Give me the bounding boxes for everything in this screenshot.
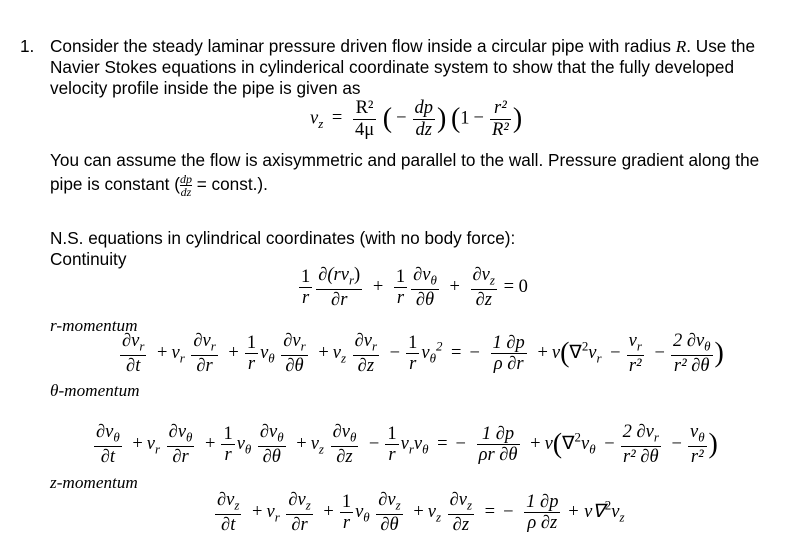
assumption-line-1: You can assume the flow is axisymmetric and parallel to the wall. Pressure gradient along the xyxy=(50,150,760,170)
intro-line-1 xyxy=(50,35,755,58)
continuity-label: Continuity xyxy=(50,249,127,269)
theta-momentum-equation: $\frac{\partial v_\theta}{\partial t}$ + $v_r$ $\frac{\partial v_\theta}{\partial r}$ + $\frac{1}{r}$ $v_\theta$ $\frac{\partial v_\theta}{\partial\theta}$ + $v_z$ $\frac{\partial v_\theta}{\partial z}$ − $\frac{1}{r}$ $v_rv_\theta$ = − $\frac{1 \partial p}{\rho r \partial\theta}$ + $\nu(\nabla^2v_\theta$ − $\frac{2 \partial v_r}{\text{r² ∂θ}}$ − $\frac{v_\theta}{\text{r²}}$ ) xyxy=(96,422,718,467)
theta-momentum-label: θ-momentum xyxy=(50,381,140,400)
intro-line-1-end: . Use the xyxy=(686,36,756,56)
z-momentum-equation: $\frac{\partial v_z}{\partial t}$ + $v_r$ $\frac{\partial v_z}{\partial r}$ + $\frac{1}{r}$ $v_\theta$ $\frac{\partial v_z}{\partial\theta}$ + $v_z$ $\frac{\partial v_z}{\partial z}$ = − $\frac{1 \partial p}{\rho \partial z}$ + $\nu\nabla^2v_z$ xyxy=(217,490,625,535)
r-momentum-equation: $\frac{\partial v_r}{\partial t}$ + $v_r$ $\frac{\partial v_r}{\partial r}$ + $\frac{1}{r}$ $v_\theta$ $\frac{\partial v_r}{\partial\theta}$ + $v_z$ $\frac{\partial v_r}{\partial z}$ − $\frac{1}{r}$ $v_\theta^2$ = − $\frac{1 \partial p}{\rho \partial r}$ + $\nu(\nabla^2v_r$ − $\frac{v_r}{\text{r²}}$ − $\frac{2 \partial v_\theta}{\text{r² ∂θ}}$ ) xyxy=(122,331,724,376)
continuity-equation: $\frac{1}{r}$ $\frac{\partial(rv_r)}{\partial r}$ + $\frac{1}{r}$ $\frac{\partial v_\theta}{\partial\theta}$ + $\frac{\partial v_z}{\partial z}$ = 0 xyxy=(301,265,528,310)
z-momentum-label: z-momentum xyxy=(50,473,138,492)
r-momentum-label: r-momentum xyxy=(50,316,138,335)
intro-line-1-text: Consider the steady laminar pressure driven flow inside a circular pipe with radius xyxy=(50,36,676,56)
ns-section-title: N.S. equations in cylindrical coordinates (with no body force): xyxy=(50,228,516,248)
radius-symbol: R xyxy=(675,37,687,56)
inline-gradient-fraction: $\frac{dp}{dz}$ xyxy=(179,172,192,199)
intro-line-3: velocity profile inside the pipe is given as xyxy=(50,78,361,98)
assumption-line-2: pipe is constant ( $\frac{dp}{dz}$ = const.). xyxy=(50,172,268,199)
velocity-profile-equation: $v_z$ = $\frac{\text{R²}}{4\mu}$ ( − $\frac{dp}{dz}$ ) (1 − $\frac{\text{r²}}{\text{R²}}$ ) xyxy=(310,98,523,140)
intro-line-2: Navier Stokes equations in cylinderical coordinate system to show that the fully developed xyxy=(50,57,735,77)
problem-number: 1. xyxy=(20,36,35,56)
